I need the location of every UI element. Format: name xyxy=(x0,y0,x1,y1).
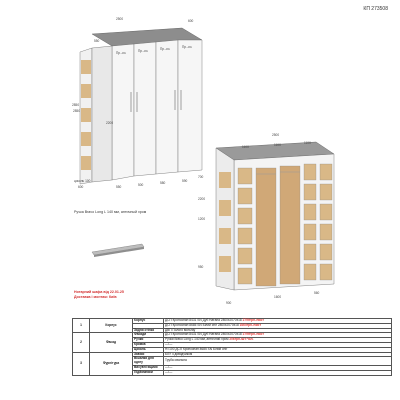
spec-value-text: Ручки Bravo Long L 140 мм, античний хром xyxy=(165,337,230,342)
spec-label: Ручки xyxy=(133,338,164,343)
handle-image xyxy=(88,240,148,262)
spec-label: Корпус xyxy=(133,319,164,324)
spec-price: 2799грн./лист xyxy=(242,318,264,322)
dim-width-total: 2500 xyxy=(116,17,124,21)
spec-label: Висувні ящики xyxy=(133,365,164,370)
spec-value-text: ДСП Кроноспан 8431 SN Дуб Натана 2800х2070х18 xyxy=(165,332,243,337)
spec-label: Підйомники xyxy=(133,370,164,375)
side-dim-plinth: цоколь 100 xyxy=(74,179,91,183)
label-open-2: Пр.-оч. xyxy=(138,49,149,53)
spec-value xyxy=(164,370,392,375)
dim-w3: 500 xyxy=(138,183,144,187)
spec-value-text: Труба овальна xyxy=(165,358,187,363)
spec-section-title: Корпус xyxy=(90,319,133,333)
hanging-section-1 xyxy=(256,168,276,286)
spec-price: 206грн./шт.Чол. xyxy=(229,337,254,342)
spec-label: Завіси xyxy=(133,352,164,357)
side-dim-height: 2850 xyxy=(72,103,80,107)
spec-section-number: 3 xyxy=(73,352,90,375)
spec-label: Фасади xyxy=(133,333,164,338)
doors xyxy=(112,40,202,180)
label-open-4: Пр.-оч. xyxy=(182,45,193,49)
dim-inner-height: 2200 xyxy=(106,121,114,125)
hanging-section-2 xyxy=(280,166,300,284)
dim-w1: 550 xyxy=(94,39,100,43)
spec-price: 1665грн./лист xyxy=(239,322,262,327)
spec-value-text: ДСП Кроноспан 8685 SN Білий сніг 2800х2070х18 xyxy=(165,322,240,327)
spec-table xyxy=(72,318,392,376)
price-note-line1: Нотарний шафа від 22.01.25 xyxy=(74,290,124,294)
open-dim-h1: 700 xyxy=(198,175,204,179)
spec-value-text: Н=100 ДСП Кроноспан 8685 SN Білий сніг xyxy=(165,346,228,351)
handle-caption: Ручка Bravo Long L 140 мм, античный хром xyxy=(74,210,147,214)
label-open-1: Пр.-оч. xyxy=(116,51,127,55)
dim-height: 2850 xyxy=(73,109,81,113)
price-note xyxy=(74,290,124,300)
open-dim-w3: 1100 xyxy=(304,141,311,145)
spec-value-text: ДСП Кроноспан 8431 SN Дуб Натана 2800х2070х18 xyxy=(165,318,243,322)
spec-value xyxy=(164,357,392,366)
open-dim-w2: 1100 xyxy=(274,143,281,147)
label-open-3: Пр.-оч. xyxy=(160,47,171,51)
spec-section-number: 2 xyxy=(73,333,90,352)
open-dim-w-bottom: 1600 xyxy=(274,295,282,299)
spec-section-title: Фурнітура xyxy=(90,352,133,375)
spec-label: Задня стінка xyxy=(133,328,164,333)
open-dim-h3: 2200 xyxy=(198,197,206,201)
dim-depth: 600 xyxy=(188,19,194,23)
document-id: КП 273508 xyxy=(363,6,388,12)
spec-value-text: —/— xyxy=(165,369,173,374)
spec-value-text: ДВП Полого вольгау xyxy=(165,327,196,332)
price-note-line2: Доставка і монтаж: Київ xyxy=(74,295,117,299)
open-dim-w-side-r: 560 xyxy=(314,291,320,295)
dim-w2: 550 xyxy=(116,185,122,189)
dim-w5: 590 xyxy=(182,179,188,183)
open-dim-w1: 1100 xyxy=(242,145,249,149)
spec-value-text: —/— xyxy=(165,341,173,346)
spec-section-title: Фасад xyxy=(90,333,133,352)
dim-w4: 580 xyxy=(160,181,166,185)
spec-value-text: БЛУ з доводчиком xyxy=(165,351,193,356)
open-dim-w-side-l: 900 xyxy=(226,301,232,305)
spec-price: 2799грн./лист xyxy=(242,332,264,337)
spec-label: Кромка xyxy=(133,342,164,347)
open-dim-h4: 950 xyxy=(198,265,204,269)
open-dim-width-top: 2500 xyxy=(272,133,280,137)
open-dim-h2: 1200 xyxy=(198,217,206,221)
spec-label: Цоколь xyxy=(133,347,164,352)
spec-section-number: 1 xyxy=(73,319,90,333)
open-view-drawing xyxy=(196,128,346,306)
side-view-drawing xyxy=(72,36,98,196)
spec-value-text: —/— xyxy=(165,364,173,369)
side-dim-depth: 600 xyxy=(78,185,84,189)
spec-label: Вішалка для одягу xyxy=(133,357,164,366)
